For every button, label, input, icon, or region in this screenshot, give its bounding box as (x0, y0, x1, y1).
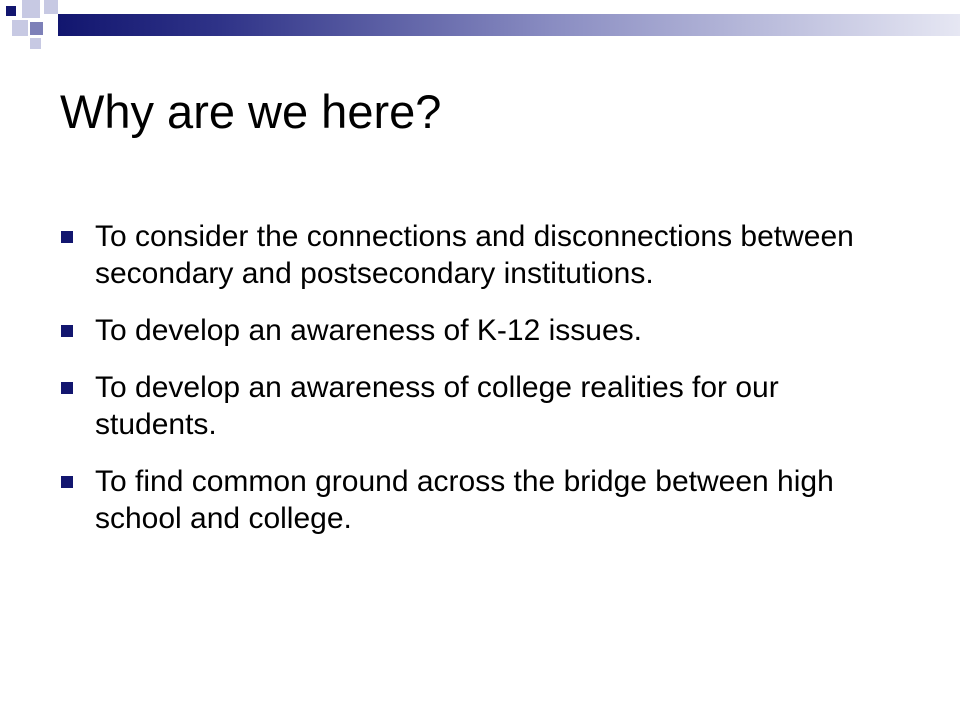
header-square-decoration (30, 22, 43, 35)
header-square-decoration (12, 20, 28, 36)
square-bullet-icon (61, 231, 73, 243)
bullet-text: To consider the connections and disconnections between secondary and postsecondary institutions. (95, 220, 854, 290)
header-square-decoration (30, 38, 41, 49)
bullet-text: To develop an awareness of college realities for our students. (95, 371, 779, 441)
square-bullet-icon (61, 382, 73, 394)
square-bullet-icon (61, 476, 73, 488)
bullet-item (60, 218, 900, 292)
bullet-list (60, 218, 900, 557)
header-square-decoration (22, 0, 40, 18)
header-square-decoration (6, 6, 16, 16)
header-square-decoration (44, 0, 58, 14)
bullet-text: To find common ground across the bridge between high school and college. (95, 465, 834, 535)
bullet-text: To develop an awareness of K-12 issues. (95, 314, 642, 347)
header-gradient-bar (58, 14, 960, 36)
bullet-item (60, 369, 900, 443)
bullet-item (60, 463, 900, 537)
slide-title: Why are we here? (60, 85, 442, 138)
bullet-item (60, 312, 900, 349)
square-bullet-icon (61, 325, 73, 337)
